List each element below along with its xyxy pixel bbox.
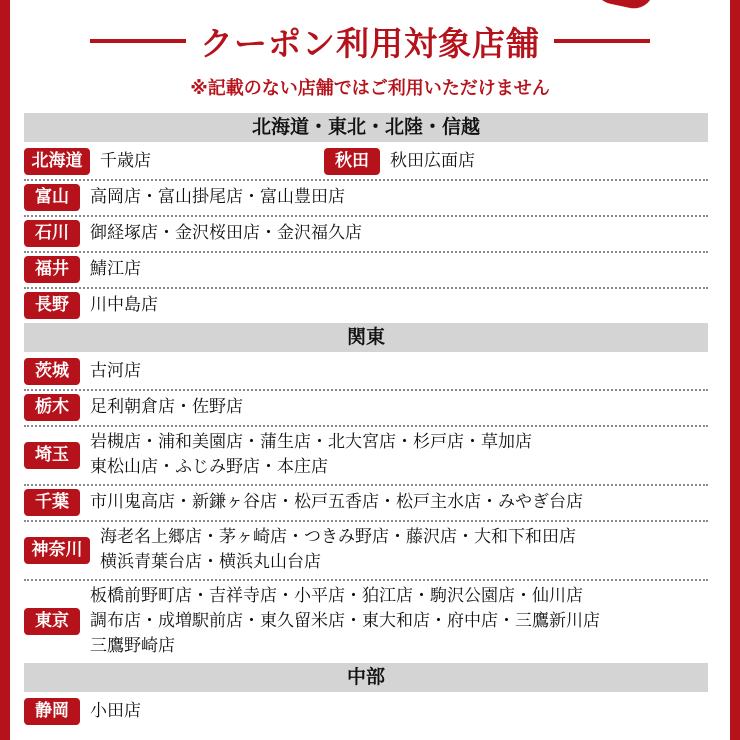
store-line: 市川鬼高店・新鎌ヶ谷店・松戸五香店・松戸主水店・みやぎ台店 [90,492,583,512]
store-row [24,581,708,663]
prefecture-badge: 東京 [24,608,80,635]
prefecture-badge: 富山 [24,184,80,211]
store-line: 岩槻店・浦和美園店・蒲生店・北大宮店・杉戸店・草加店 [90,432,532,452]
store-names [90,293,158,318]
store-line: 川中島店 [90,295,158,315]
title-left-rule [90,39,186,43]
store-row [24,181,708,217]
store-row [24,289,708,323]
store-names [90,395,243,420]
store-line: 御経塚店・金沢桜田店・金沢福久店 [90,223,362,243]
notice-text: ※記載のない店舗ではご利用いただけません [190,78,550,99]
store-names [90,699,141,724]
title-right-rule [554,39,650,43]
prefecture-badge: 千葉 [24,489,80,516]
prefecture-badge: 秋田 [324,148,380,175]
store-line: 三鷹野崎店 [90,636,175,656]
store-names [90,430,532,480]
store-line: 高岡店・富山掛尾店・富山豊田店 [90,187,345,207]
page-title: クーポン利用対象店舗 [200,23,540,63]
section-header: 中部 [24,663,708,692]
store-names [90,490,583,515]
store-list [24,113,708,729]
store-line: 板橋前野町店・吉祥寺店・小平店・狛江店・駒沢公園店・仙川店 [90,586,583,606]
prefecture-badge: 埼玉 [24,442,80,469]
store-line: 東松山店・ふじみ野店・本庄店 [90,457,328,477]
store-line: 海老名上郷店・茅ヶ崎店・つきみ野店・藤沢店・大和下和田店 [100,527,576,547]
store-names [100,149,324,174]
store-line: 調布店・成増駅前店・東久留米店・東大和店・府中店・三鷹新川店 [90,611,600,631]
store-line: 古河店 [90,361,141,381]
prefecture-badge: 静岡 [24,698,80,725]
prefecture-badge: 長野 [24,292,80,319]
store-row [24,486,708,522]
store-names [90,221,362,246]
store-row [24,355,708,391]
prefecture-badge: 栃木 [24,394,80,421]
store-names [390,149,475,174]
store-line: 小田店 [90,701,141,721]
store-line: 鯖江店 [90,259,141,279]
store-line: 足利朝倉店・佐野店 [90,397,243,417]
decorative-shape [591,0,654,12]
store-row [24,695,708,729]
store-names [100,525,576,575]
store-row [24,217,708,253]
store-names [90,257,141,282]
prefecture-badge: 福井 [24,256,80,283]
section-header: 関東 [24,323,708,352]
store-line: 千歳店 [100,151,151,171]
store-names [90,185,345,210]
store-row [24,427,708,486]
prefecture-badge: 北海道 [24,148,90,175]
prefecture-badge: 神奈川 [24,537,90,564]
title-row [10,18,730,64]
store-names [90,584,600,659]
store-names [90,359,141,384]
store-row [24,522,708,581]
store-line: 秋田広面店 [390,151,475,171]
store-list-panel [10,0,730,740]
prefecture-badge: 茨城 [24,358,80,385]
store-row [24,391,708,427]
prefecture-badge: 石川 [24,220,80,247]
section-header: 北海道・東北・北陸・信越 [24,113,708,142]
store-row [24,253,708,289]
store-line: 横浜青葉台店・横浜丸山台店 [100,552,321,572]
store-row [24,145,708,181]
